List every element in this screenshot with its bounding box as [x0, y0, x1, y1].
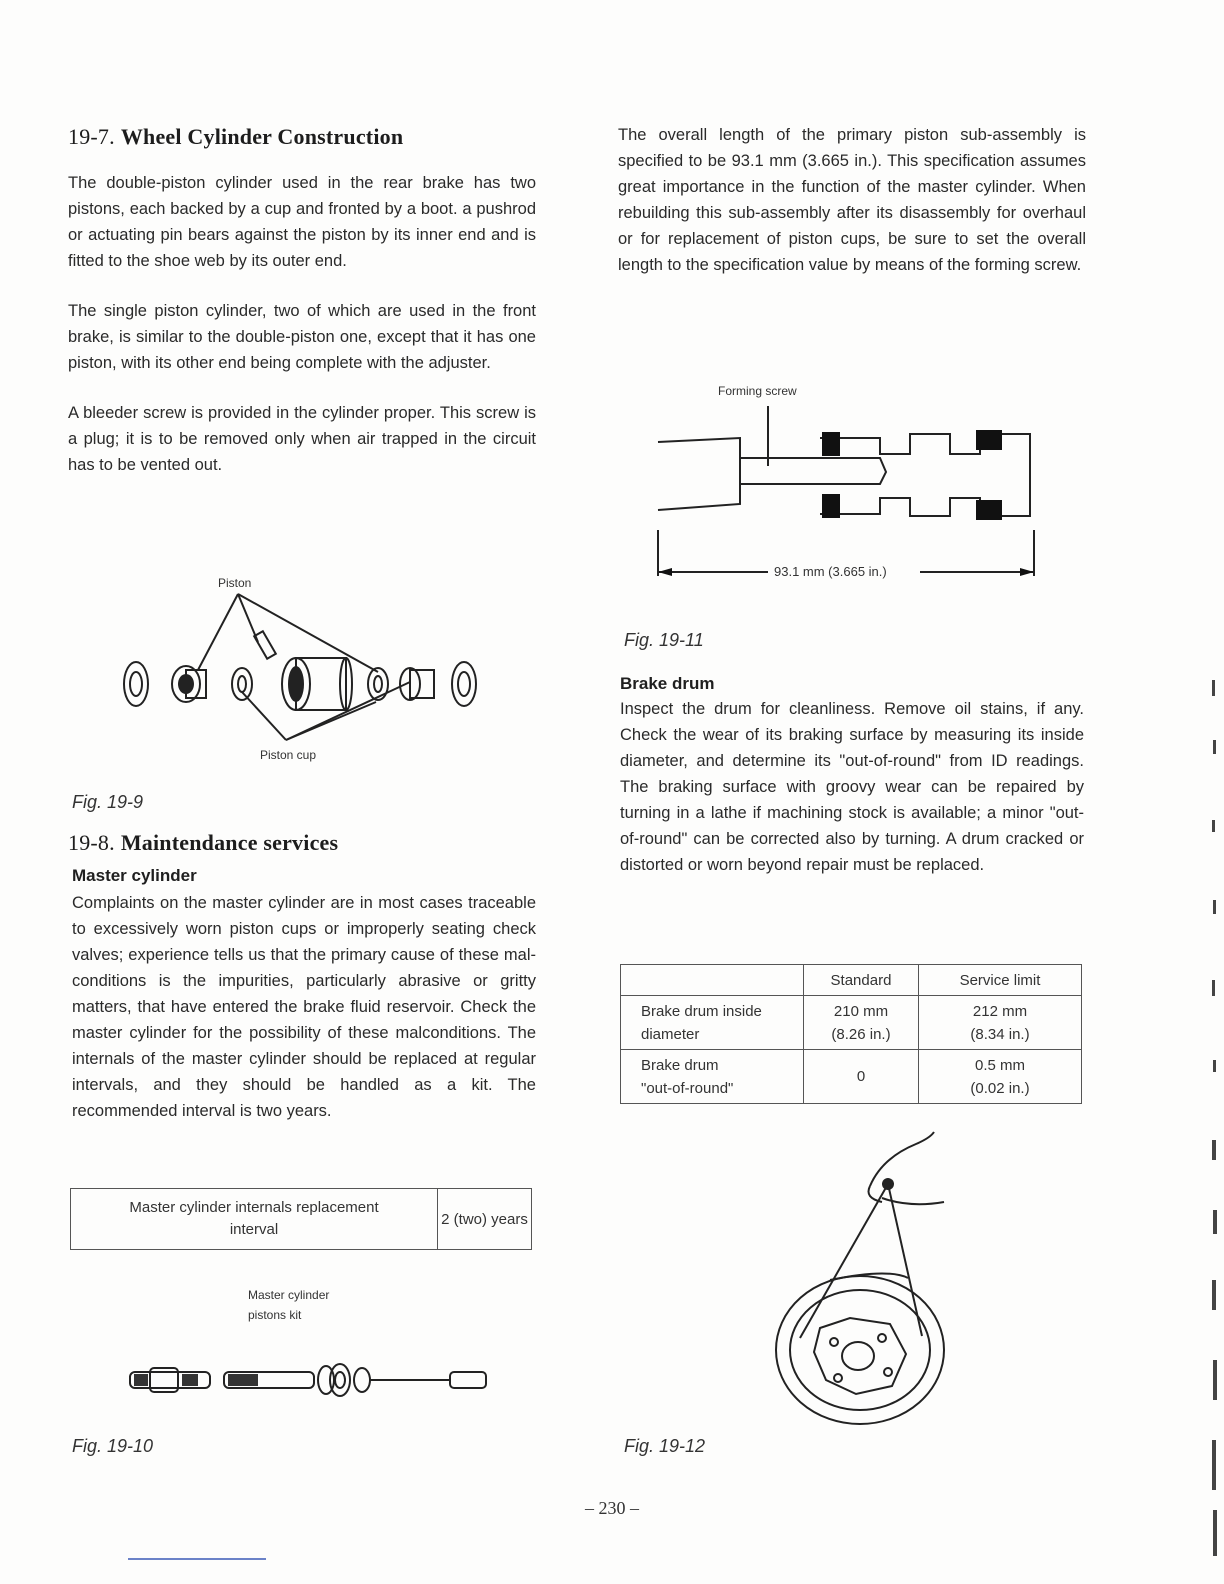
paragraph: The single piston cylinder, two of which are used in the front brake, is similar to the double-piston one, except that it has one piston, with its other end being complete with the adjuster. — [68, 302, 536, 372]
wheel-cylinder-exploded-drawing — [110, 572, 510, 772]
figure-19-12 — [770, 1128, 970, 1428]
subheading-brake-drum: Brake drum — [620, 674, 715, 693]
table-header: Standard — [804, 965, 919, 996]
table-header-row — [621, 965, 1082, 996]
right-column — [618, 118, 1086, 278]
replacement-interval-table — [70, 1188, 532, 1250]
paragraph: A bleeder screw is provided in the cylinder proper. This screw is a plug; it is to be removed only when air trapped in the circuit has to be vented out. — [68, 404, 536, 474]
figure-caption: Fig. 19-12 — [624, 1436, 706, 1456]
brake-drum-section — [620, 674, 1084, 878]
table-cell: Master cylinder internals replacement interval — [71, 1189, 438, 1250]
figure-19-10 — [120, 1284, 500, 1414]
figure-label: Piston cup — [260, 748, 317, 762]
subheading-master-cylinder: Master cylinder — [72, 866, 197, 885]
figure-label: Piston — [218, 576, 252, 590]
table-cell: 2 (two) years — [438, 1189, 532, 1250]
table-cell: Brake drum inside diameter — [621, 996, 804, 1050]
table-row — [621, 1050, 1082, 1104]
primary-piston-drawing — [650, 380, 1040, 586]
page-number: – 230 – — [585, 1498, 639, 1518]
scan-edge-marks — [1208, 60, 1220, 1560]
paragraph: Inspect the drum for cleanliness. Remove oil stains, if any. Check the wear of its braking surface by measuring its inside diameter, and determine its "out-of-round" from ID readings. The braking surface with groovy wear can be repaired by turning in a lathe if machining stock is available; a minor "out-of-round" can be corrected also by turning. A drum cracked or distorted or worn beyond repair must be replaced. — [620, 700, 1084, 874]
figure-caption: Fig. 19-10 — [72, 1436, 154, 1456]
table-cell: 0.5 mm (0.02 in.) — [919, 1050, 1082, 1104]
table-header: Service limit — [919, 965, 1082, 996]
figure-caption: Fig. 19-9 — [72, 792, 144, 812]
brake-drum-measuring-drawing — [770, 1128, 970, 1428]
figure-label: Master cylinder — [248, 1288, 330, 1302]
paragraph: The double-piston cylinder used in the rear brake has two pistons, each backed by a cup and fronted by a boot. a pushrod or actuating pin bears against the piston by its inner end and is fitted to the shoe web by its outer end. — [68, 174, 536, 270]
section-heading-19-8: 19-8. Maintendance services — [68, 830, 339, 855]
table-cell: 212 mm (8.34 in.) — [919, 996, 1082, 1050]
divider-line — [128, 1558, 266, 1560]
figure-caption: Fig. 19-11 — [624, 630, 704, 650]
table-cell: Brake drum "out-of-round" — [621, 1050, 804, 1104]
brake-drum-spec-table — [620, 964, 1082, 1104]
figure-19-11 — [650, 380, 1040, 586]
paragraph: Complaints on the master cylinder are in most cases traceable to excessively worn piston cups or improperly seating check valves; experience tells us that the primary cause of these mal-conditions is the impurities, particularly abrasive or gritty matters, that have entered the brake fluid reservoir. Check the master cylinder for the possibility of these malconditions. The internals of the master cylinder should be replaced at regular intervals, and they should be handled as a kit. The recommended interval is two years. — [72, 894, 536, 1120]
maintenance-section — [68, 830, 536, 1124]
table-cell: 0 — [804, 1050, 919, 1104]
figure-19-9 — [110, 572, 510, 772]
dimension-label: 93.1 mm (3.665 in.) — [774, 564, 887, 579]
paragraph: The overall length of the primary piston sub-assembly is specified to be 93.1 mm (3.665 in.). This specification assumes great importance in the function of the master cylinder. When rebuilding this sub-assembly after its disassembly for overhaul or for replacement of piston cups, be sure to set the overall length to the specification value by means of the forming screw. — [618, 126, 1086, 274]
section-heading-19-7: 19-7. Wheel Cylinder Construction — [68, 124, 404, 149]
pistons-kit-drawing — [120, 1284, 500, 1414]
table-header — [621, 965, 804, 996]
table-row — [621, 996, 1082, 1050]
table-cell: 210 mm (8.26 in.) — [804, 996, 919, 1050]
figure-label: pistons kit — [248, 1308, 302, 1322]
left-column — [68, 118, 536, 478]
figure-label: Forming screw — [718, 384, 797, 398]
table-row — [71, 1189, 532, 1250]
